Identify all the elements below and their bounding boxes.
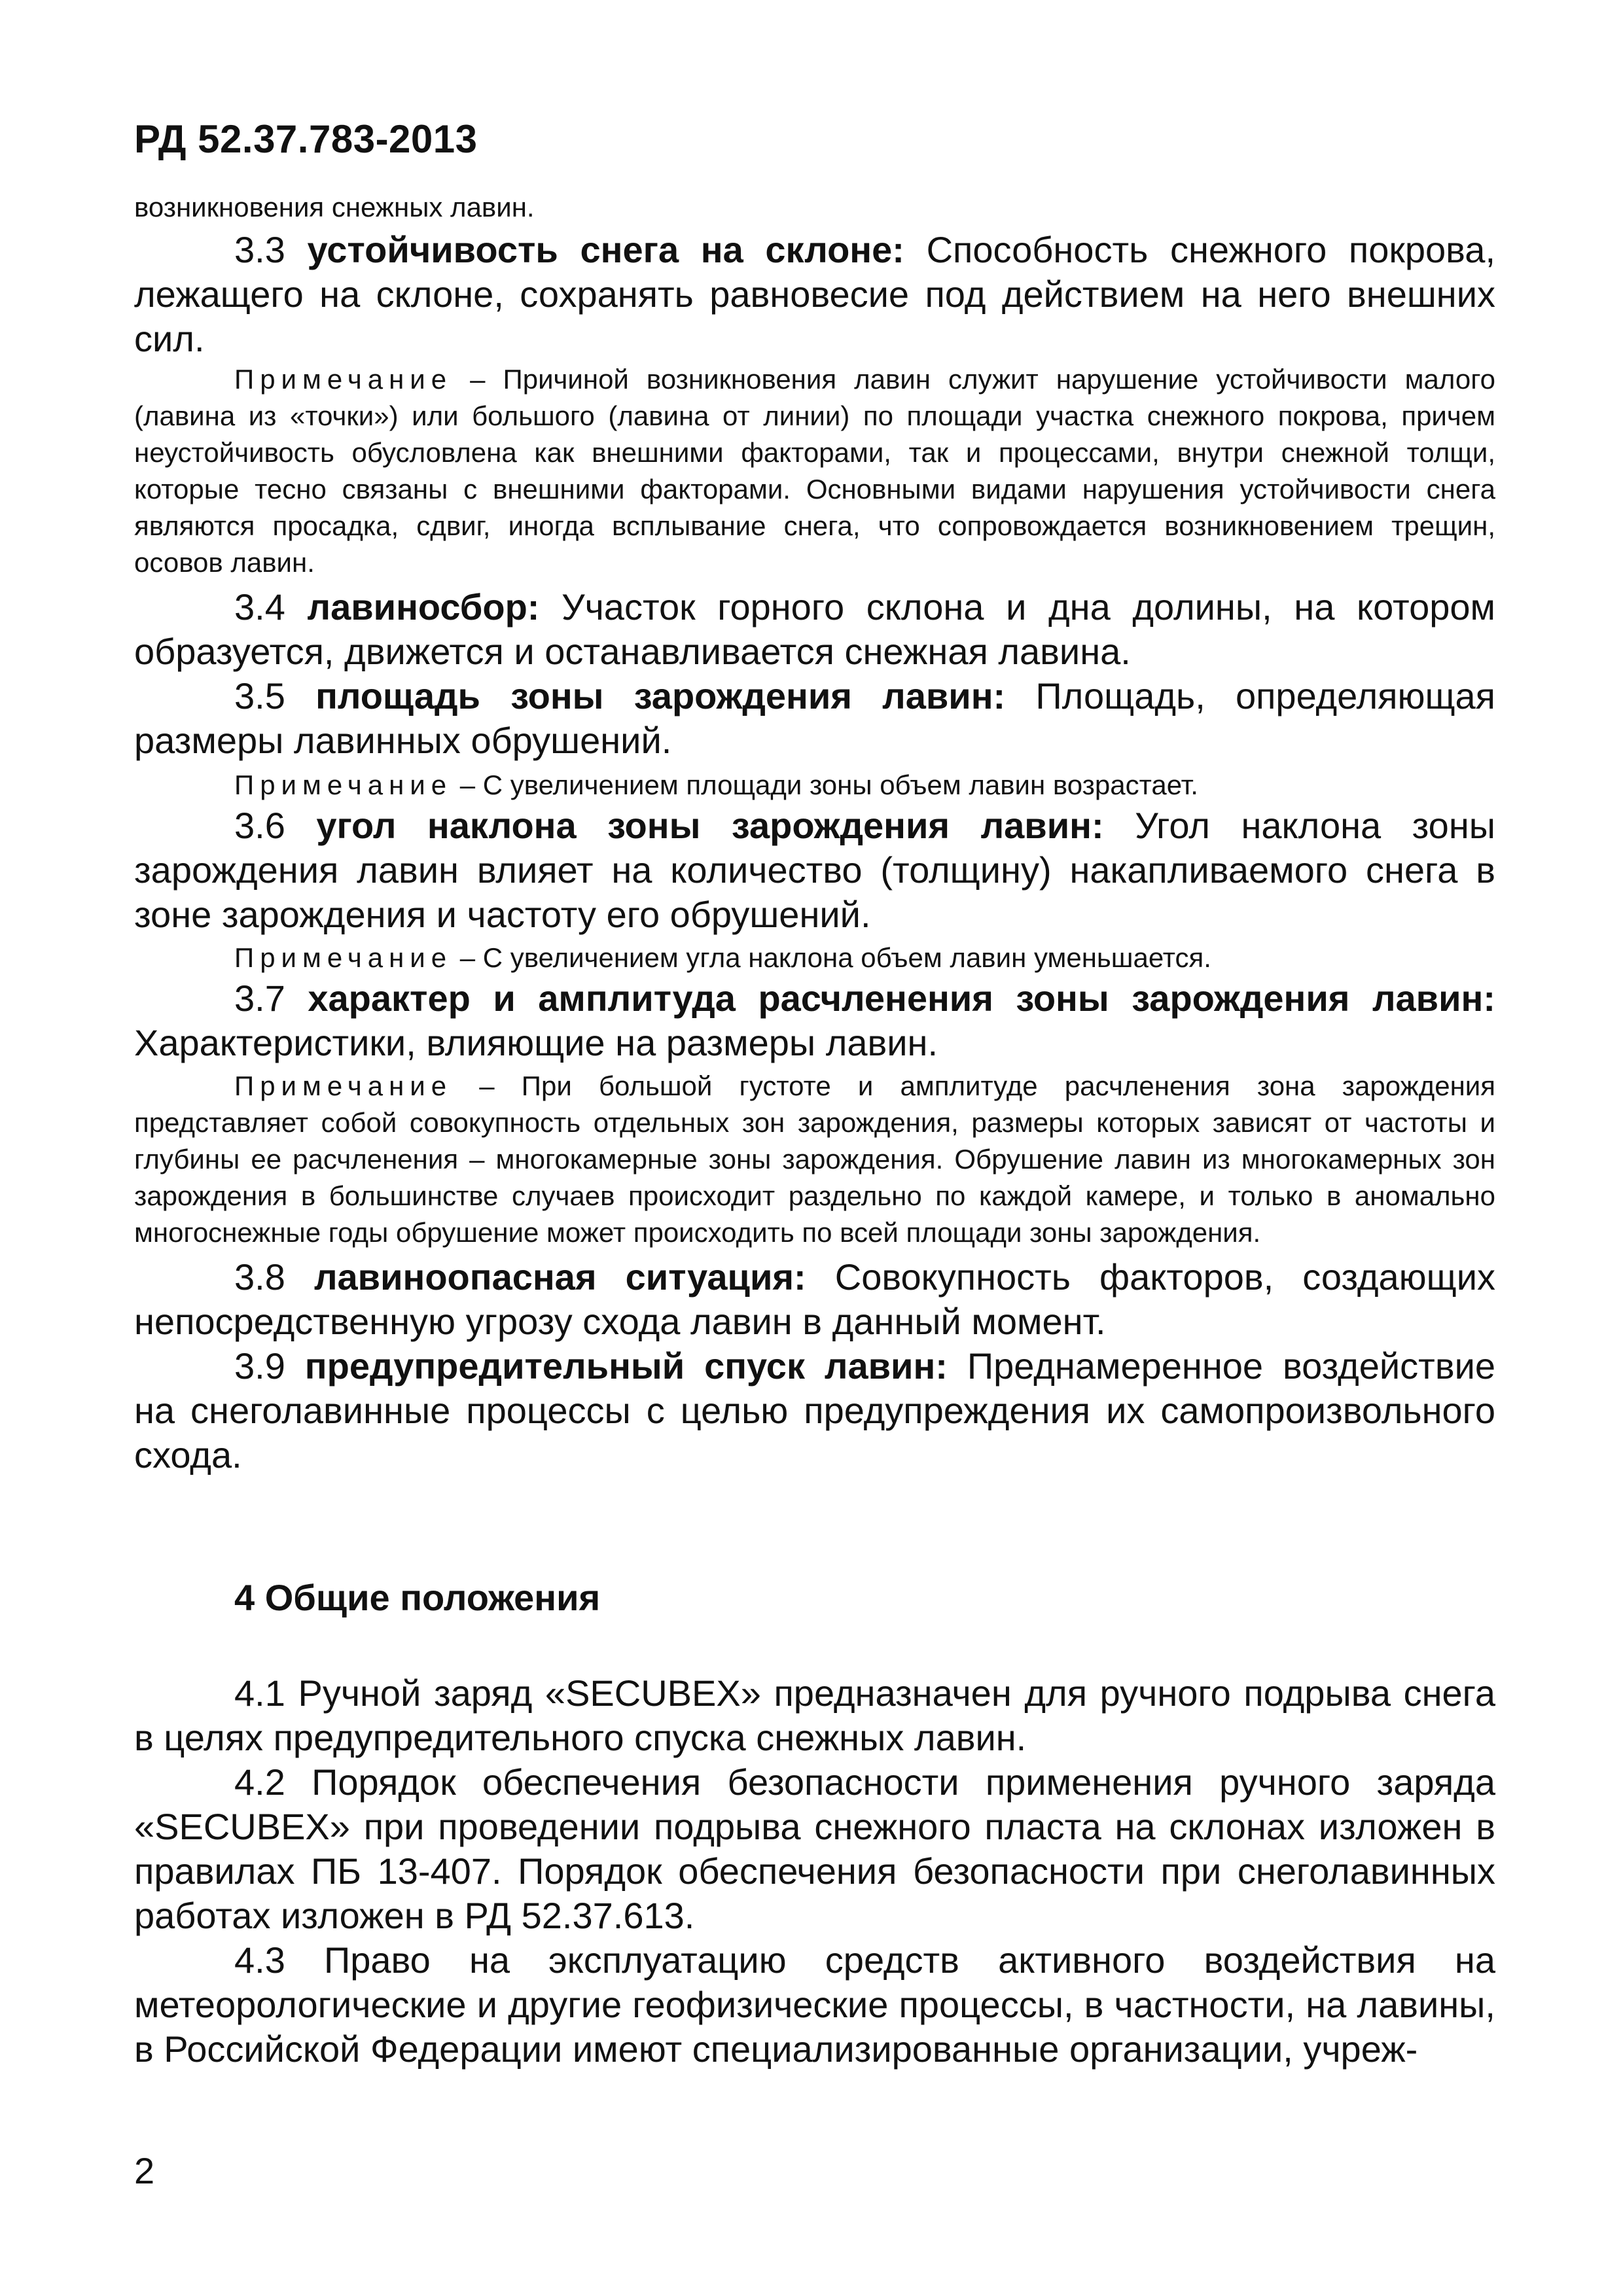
clause-term: угол наклона зоны зарождения лавин: bbox=[316, 805, 1104, 846]
clause-number: 3.7 bbox=[234, 978, 308, 1019]
clause-term: лавиносбор: bbox=[307, 586, 540, 627]
clause-definition: Совокупность факторов, создающих непосредственную угрозу схода лавин в данный момент. bbox=[134, 1256, 1496, 1342]
clause-definition: Площадь, определяющая размеры лавинных обрушений. bbox=[134, 675, 1495, 761]
clause-definition: Угол наклона зоны зарождения лавин влияет на количество (толщину) накапливаемого снега в зоне зарождения и частоту его обрушений. bbox=[134, 805, 1496, 935]
note-text: – Причиной возникновения лавин служит нарушение устойчивости малого (лавина из «точки») или большого (лавина от линии) по площади участка снежного покрова, причем неустойчивость обусловлена как внешними факторами, так и процессами, внутри снежной толщи, которые тесно связаны с внешними факторами. Основными видами нарушения устойчивости снега являются просадка, сдвиг, иногда всплывание снега, что сопровождается возникновением трещин, осовов лавин. bbox=[134, 364, 1495, 578]
clause-term: устойчивость снега на склоне: bbox=[307, 229, 904, 270]
clause-definition: Характеристики, влияющие на размеры лавин. bbox=[134, 1022, 938, 1063]
document-body bbox=[134, 190, 1495, 2072]
clause-3-6 bbox=[134, 804, 1495, 937]
clause-number: 3.5 bbox=[234, 675, 316, 716]
note-3-3 bbox=[134, 361, 1495, 581]
clause-term: характер и амплитуда расчленения зоны зарождения лавин: bbox=[308, 978, 1496, 1019]
clause-3-8 bbox=[134, 1255, 1495, 1344]
note-3-5 bbox=[134, 767, 1495, 804]
clause-4-1: 4.1 Ручной заряд «SECUBEX» предназначен для ручного подрыва снега в целях предупредительного спуска снежных лавин. bbox=[134, 1672, 1495, 1758]
clause-4-2: 4.2 Порядок обеспечения безопасности применения ручного заряда «SECUBEX» при проведении подрыва снежного пласта на склонах изложен в правилах ПБ 13-407. Порядок обеспечения безопасности при снеголавинных работах изложен в РД 52.37.613. bbox=[134, 1761, 1495, 1936]
clause-definition: Способность снежного покрова, лежащего на склоне, сохранять равновесие под действием на него внешних сил. bbox=[134, 229, 1496, 359]
section-4-heading: 4 Общие положения bbox=[234, 1577, 601, 1618]
note-label: Примечание bbox=[234, 1070, 453, 1101]
clause-3-3 bbox=[134, 228, 1495, 361]
note-3-7 bbox=[134, 1068, 1495, 1251]
note-text: – С увеличением угла наклона объем лавин уменьшается. bbox=[452, 942, 1211, 973]
note-label: Примечание bbox=[234, 942, 453, 973]
clause-3-7 bbox=[134, 976, 1495, 1065]
clause-3-5 bbox=[134, 674, 1495, 763]
document-code-header: РД 52.37.783-2013 bbox=[134, 117, 478, 161]
clause-term: лавиноопасная ситуация: bbox=[313, 1256, 806, 1298]
clause-number: 3.4 bbox=[234, 586, 308, 627]
note-3-6 bbox=[134, 940, 1495, 976]
clause-number: 3.9 bbox=[234, 1345, 305, 1386]
note-label: Примечание bbox=[234, 769, 453, 800]
clause-term: площадь зоны зарождения лавин: bbox=[315, 675, 1006, 716]
clause-definition: Преднамеренное воздействие на снеголавинные процессы с целью предупреждения их самопроизвольного схода. bbox=[134, 1345, 1495, 1475]
clause-3-4 bbox=[134, 585, 1495, 674]
note-text: – При большой густоте и амплитуде расчленения зона зарождения представляет собой совокупность отдельных зон зарождения, размеры которых зависят от частоты и глубины ее расчленения – многокамерные зоны зарождения. Обрушение лавин из многокамерных зон зарождения в большинстве случаев происходит раздельно по каждой камере, и только в аномально многоснежные годы обрушение может происходить по всей площади зоны зарождения. bbox=[134, 1070, 1495, 1248]
clause-number: 3.3 bbox=[234, 229, 308, 270]
continuation-text: возникновения снежных лавин. bbox=[134, 192, 535, 222]
clause-3-9 bbox=[134, 1344, 1495, 1477]
clause-number: 3.6 bbox=[234, 805, 317, 846]
clause-definition: Участок горного склона и дна долины, на котором образуется, движется и останавливается снежная лавина. bbox=[134, 586, 1496, 672]
note-label: Примечание bbox=[234, 364, 453, 395]
clause-4-3: 4.3 Право на эксплуатацию средств активного воздействия на метеорологические и другие геофизические процессы, в частности, на лавины, в Российской Федерации имеют специализированные организации, учреж- bbox=[134, 1939, 1495, 2070]
clause-number: 3.8 bbox=[234, 1256, 314, 1298]
note-text: – С увеличением площади зоны объем лавин возрастает. bbox=[452, 769, 1198, 800]
page-number: 2 bbox=[134, 2150, 155, 2191]
clause-term: предупредительный спуск лавин: bbox=[304, 1345, 948, 1386]
